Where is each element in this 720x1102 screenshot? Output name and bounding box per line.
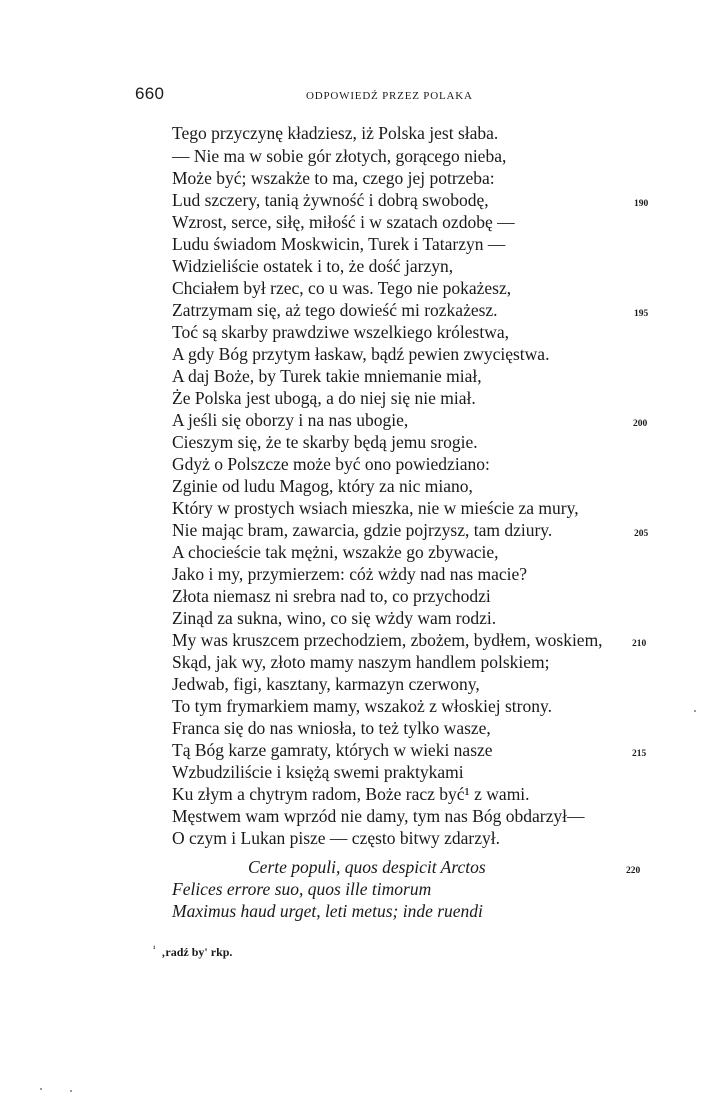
- verse-line: Ku złym a chytrym radom, Boże racz być¹ z wami.: [172, 784, 530, 804]
- verse-line: Zatrzymam się, aż tego dowieść mi rozkażesz.: [172, 300, 498, 320]
- verse-line: — Nie ma w sobie gór złotych, gorącego nieba,: [172, 146, 507, 166]
- verse-line: Tą Bóg karze gamraty, których w wieki nasze: [172, 740, 493, 760]
- verse-line: Tego przyczynę kładziesz, iż Polska jest słaba.: [172, 123, 499, 143]
- verse-line: My was kruszcem przechodziem, zbożem, bydłem, woskiem,: [172, 630, 603, 650]
- verse-line: O czym i Lukan pisze — często bitwy zdarzył.: [172, 828, 501, 848]
- verse-line: A gdy Bóg przytym łaskaw, bądź pewien zwycięstwa.: [172, 344, 550, 364]
- line-number: 190: [634, 199, 649, 209]
- verse-line: Zginie od ludu Magog, który za nic miano,: [172, 476, 473, 496]
- verse-line: Może być; wszakże to ma, czego jej potrzeba:: [172, 168, 495, 188]
- footnote-marker: ¹: [153, 944, 156, 953]
- line-number: 200: [633, 419, 648, 429]
- verse-line: To tym frymarkiem mamy, wszakoż z włoskiej strony.: [172, 696, 552, 716]
- footnote: [153, 944, 232, 960]
- verse-line: Widzieliście ostatek i to, że dość jarzyn,: [172, 256, 454, 276]
- verse-line: Gdyż o Polszcze może być ono powiedziano:: [172, 454, 490, 474]
- latin-verse-line: Felices errore suo, quos ille timorum: [172, 879, 432, 899]
- verse-line: Że Polska jest ubogą, a do niej się nie miał.: [172, 388, 476, 408]
- verse-line: Wzbudziliście i księżą swemi praktykami: [172, 762, 464, 782]
- scan-speck: [40, 1088, 42, 1090]
- footnote-text: ‚radź by' rkp.: [161, 945, 233, 959]
- verse-line: Który w prostych wsiach mieszka, nie w mieście za mury,: [172, 498, 579, 518]
- verse-line: Cieszym się, że te skarby będą jemu srogie.: [172, 432, 478, 452]
- line-number: 205: [634, 529, 649, 539]
- verse-line: Chciałem był rzec, co u was. Tego nie pokażesz,: [172, 278, 512, 298]
- verse-line: Wzrost, serce, siłę, miłość i w szatach ozdobę —: [172, 212, 515, 232]
- latin-verse-line: Certe populi, quos despicit Arctos: [248, 857, 486, 877]
- page-number: 660: [135, 84, 165, 103]
- line-number: 195: [634, 309, 649, 319]
- verse-line: Skąd, jak wy, złoto mamy naszym handlem polskiem;: [172, 652, 550, 672]
- verse-line: A daj Boże, by Turek takie mniemanie miał,: [172, 366, 482, 386]
- verse-line: Nie mając bram, zawarcia, gdzie pojrzysz, tam dziury.: [172, 520, 553, 540]
- verse-line: Męstwem wam wprzód nie damy, tym nas Bóg obdarzył—: [172, 806, 585, 826]
- line-number: 210: [632, 639, 647, 649]
- verse-line: Zinąd za sukna, wino, co się wżdy wam rodzi.: [172, 608, 497, 628]
- verse-line: Ludu świadom Moskwicin, Turek i Tatarzyn —: [172, 234, 506, 254]
- verse-line: Toć są skarby prawdziwe wszelkiego królestwa,: [172, 322, 509, 342]
- line-number: 220: [626, 866, 641, 876]
- scan-speck: [70, 1090, 72, 1092]
- verse-line: Jedwab, figi, kasztany, karmazyn czerwony,: [172, 674, 480, 694]
- verse-line: A jeśli się oborzy i na nas ubogie,: [172, 410, 409, 430]
- verse-line: Franca się do nas wniosła, to też tylko wasze,: [172, 718, 491, 738]
- verse-line: A chocieście tak mężni, wszakże go zbywacie,: [172, 542, 499, 562]
- running-title: ODPOWIEDŹ PRZEZ POLAKA: [306, 90, 473, 102]
- latin-verse-line: Maximus haud urget, leti metus; inde ruendi: [172, 901, 483, 921]
- verse-line: Złota niemasz ni srebra nad to, co przychodzi: [172, 586, 491, 606]
- verse-line: Jako i my, przymierzem: cóż wżdy nad nas macie?: [172, 564, 528, 584]
- line-number: 215: [632, 749, 647, 759]
- scan-speck: [694, 710, 696, 712]
- verse-line: Lud szczery, tanią żywność i dobrą swobodę,: [172, 190, 489, 210]
